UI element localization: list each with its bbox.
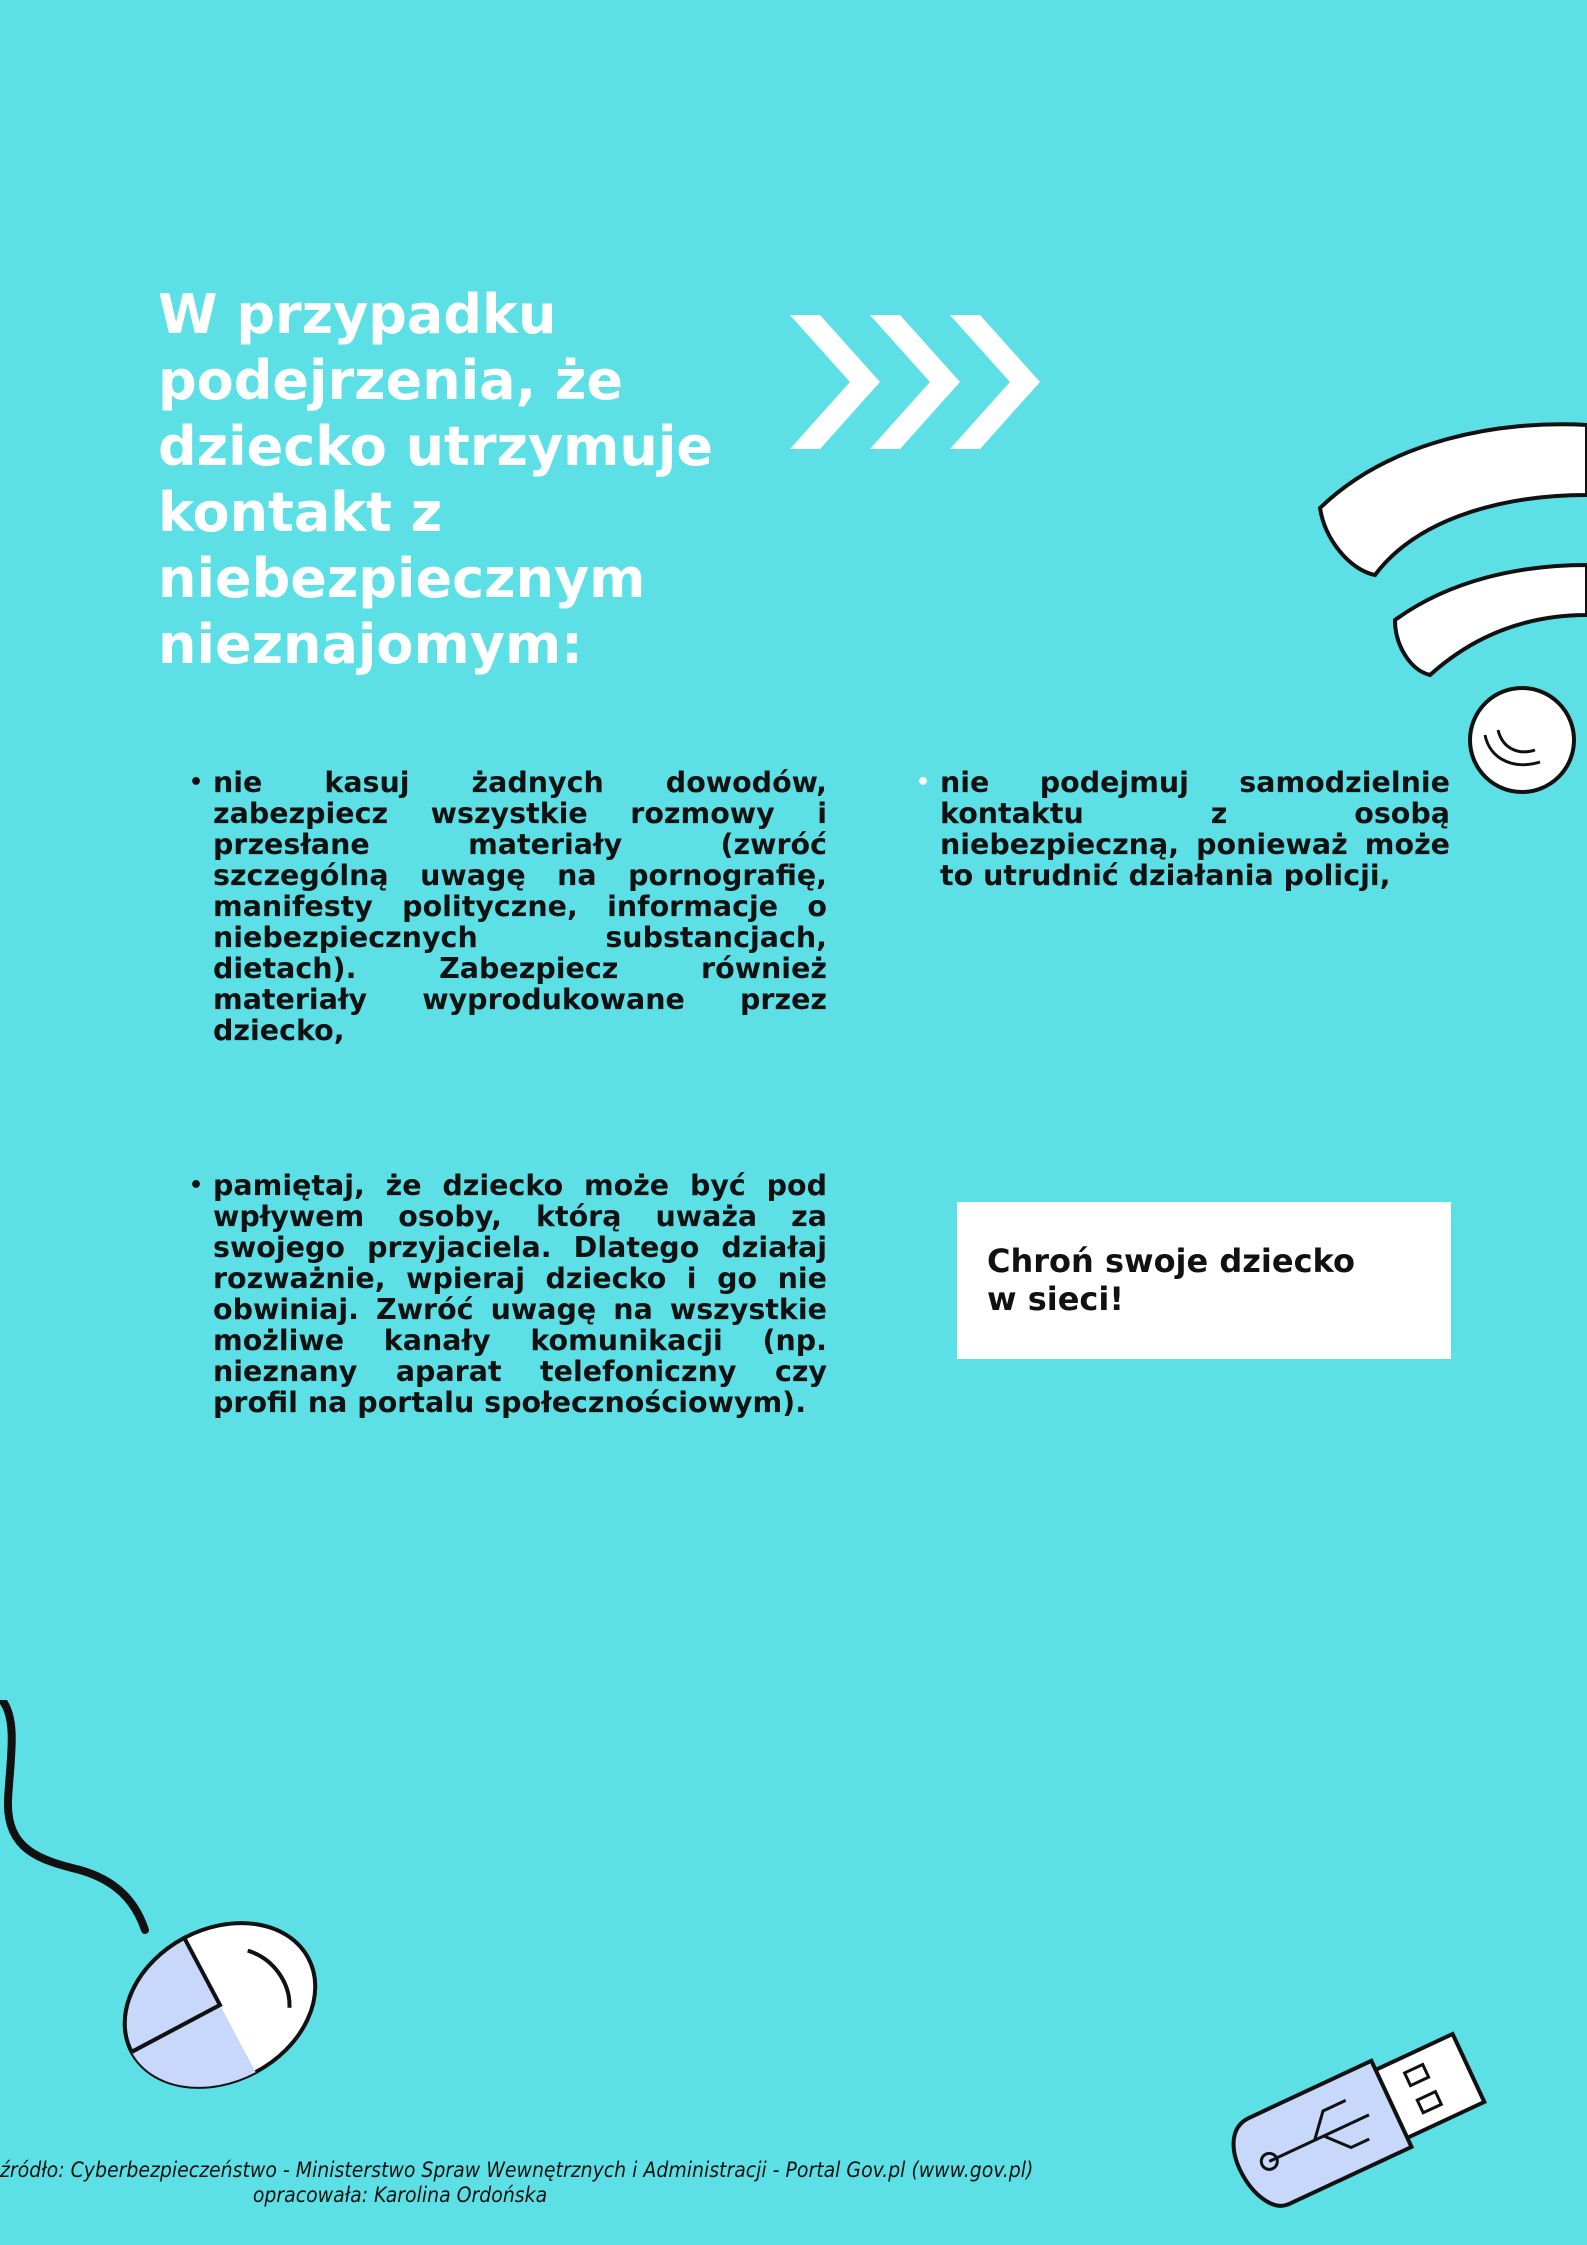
list-item: • nie podejmuj samodzielnie kontaktu z osobą niebezpieczną, ponieważ może to utrudnić działania policji, — [940, 767, 1450, 891]
title-line: niebezpiecznym — [158, 547, 646, 610]
tips-list-left — [213, 767, 827, 1046]
title-line: nieznajomym: — [158, 613, 583, 676]
title-line: dziecko utrzymuje — [158, 415, 713, 478]
title-line: W przypadku — [158, 283, 557, 346]
page-title — [158, 282, 798, 678]
list-item: • nie kasuj żadnych dowodów, zabezpiecz wszystkie rozmowy i przesłane materiały (zwróć szczególną uwagę na pornografię, manifesty polityczne, informacje o niebezpiecznych substancjach, dietach). Zabezpiecz również materiały wyprodukowane przez dziecko, — [213, 767, 827, 1046]
author-note: opracowała: Karolina Ordońska — [252, 2183, 548, 2207]
wifi-icon — [1300, 400, 1587, 800]
footer — [0, 2158, 1034, 2208]
chevrons-right-icon — [790, 315, 1040, 450]
callout-box — [957, 1202, 1451, 1359]
usb-drive-icon — [1225, 2000, 1515, 2240]
list-item: • pamiętaj, że dziecko może być pod wpływem osoby, którą uważa za swojego przyjaciela. Dlatego działaj rozważnie, wpieraj dziecko i go nie obwiniaj. Zwróć uwagę na wszystkie możliwe kanały komunikacji (np. nieznany aparat telefoniczny czy profil na portalu społecznościowym). — [213, 1170, 827, 1418]
computer-mouse-icon — [0, 1700, 340, 2120]
callout-line: w sieci! — [987, 1280, 1124, 1318]
tips-list-right — [940, 767, 1450, 891]
tips-list-bottom — [213, 1170, 827, 1418]
source-note: źródło: Cyberbezpieczeństwo - Ministerstwo Spraw Wewnętrznych i Administracji - Portal Gov.pl (www.gov.pl) — [0, 2158, 1034, 2182]
callout-line: Chroń swoje dziecko — [987, 1242, 1355, 1280]
title-line: kontakt z — [158, 481, 443, 544]
title-line: podejrzenia, że — [158, 349, 623, 412]
